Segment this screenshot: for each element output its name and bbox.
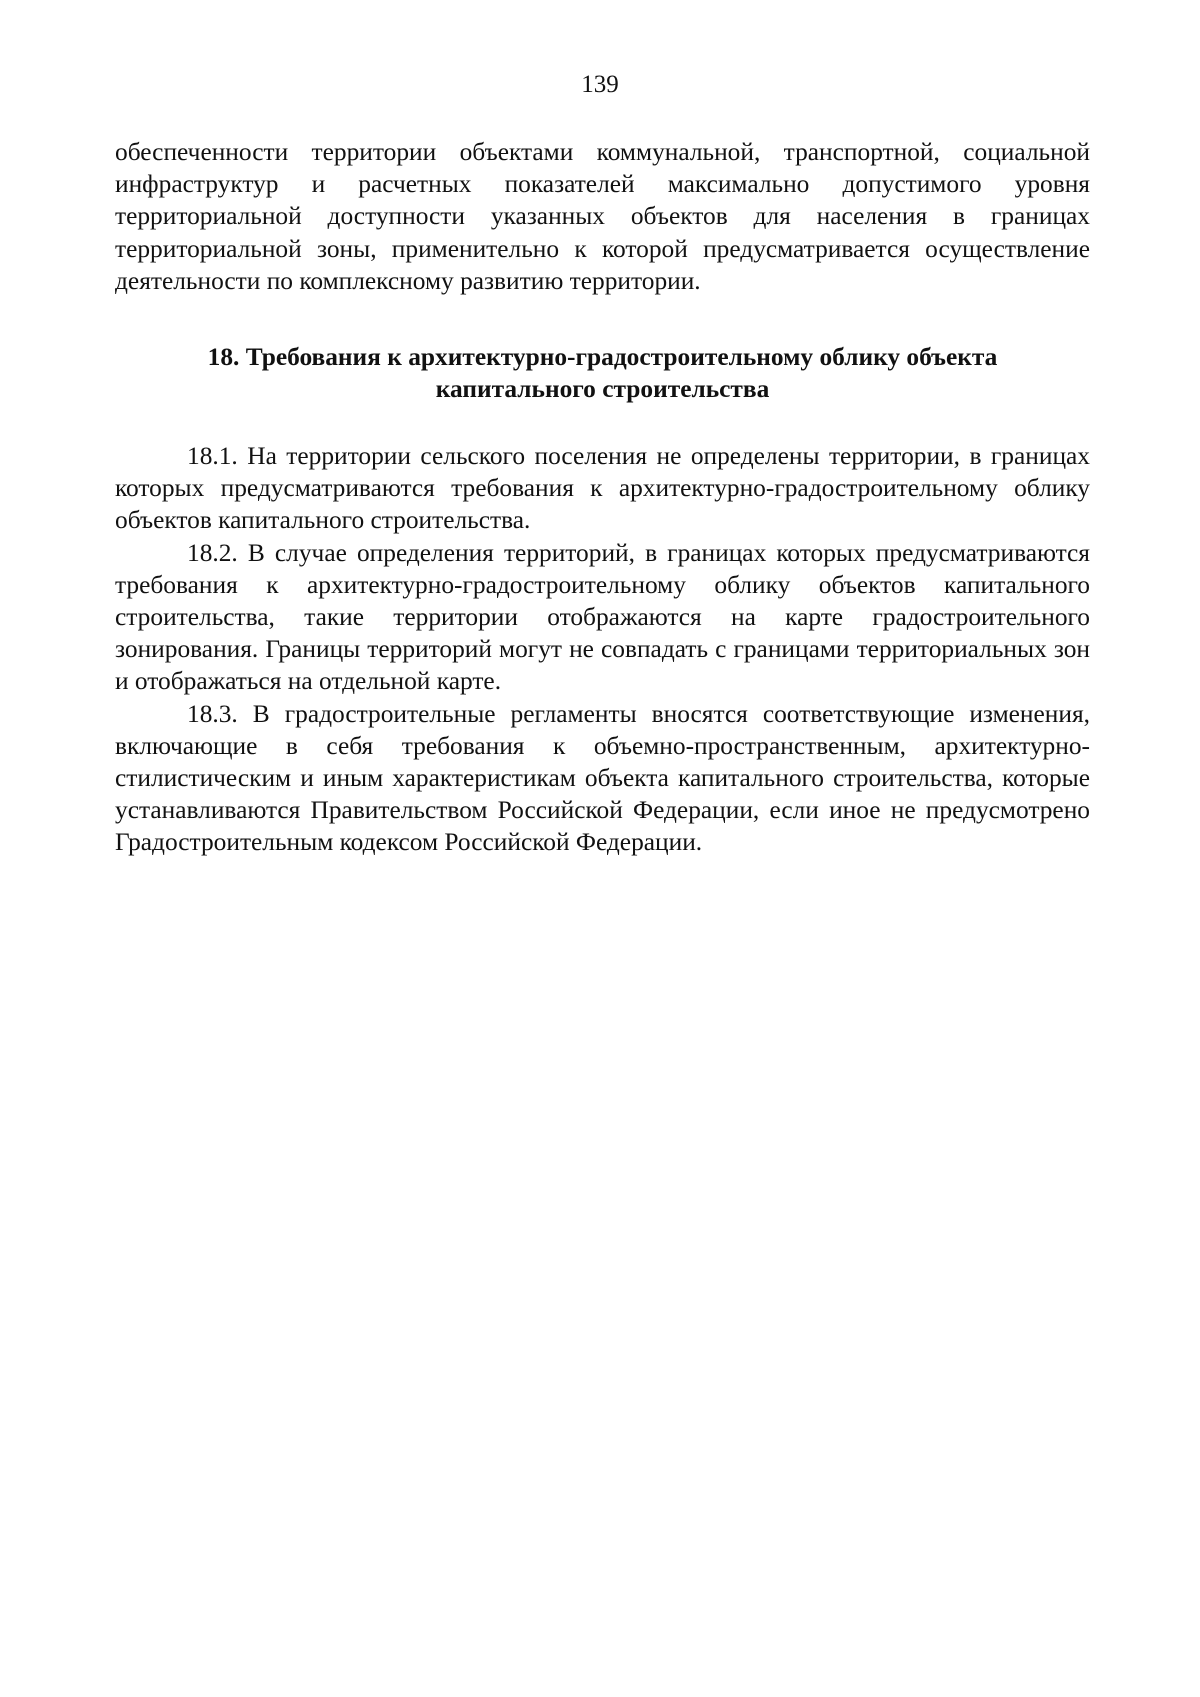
paragraph-18-1: 18.1. На территории сельского поселения не определены территории, в границах которых предусматриваются требования к архитектурно-градостроительному облику объектов капитального строительства. bbox=[115, 442, 1090, 535]
paragraph-18-2: 18.2. В случае определения территорий, в границах которых предусматриваются требования к архитектурно-градостроительному облику объектов капитального строительства, такие территории отображаются на карте градостроительного зонирования. Границы территорий могут не совпадать с границами территориальных зон и отображаться на отдельной карте. bbox=[115, 538, 1090, 696]
section-heading bbox=[115, 341, 1090, 405]
section-heading-line-2: капитального строительства bbox=[435, 375, 770, 404]
page-number: 139 bbox=[581, 71, 619, 98]
section-heading-line-1: 18. Требования к архитектурно-градостроительному облику объекта bbox=[207, 343, 998, 372]
page-content bbox=[115, 136, 1090, 859]
paragraph-18-3: 18.3. В градостроительные регламенты вносятся соответствующие изменения, включающие в себя требования к объемно-пространственным, архитектурно-стилистическим и иным характеристикам объекта капитального строительства, которые устанавливаются Правительством Российской Федерации, если иное не предусмотрено Градостроительным кодексом Российской Федерации. bbox=[115, 699, 1090, 857]
intro-paragraph: обеспеченности территории объектами коммунальной, транспортной, социальной инфраструктур и расчетных показателей максимально допустимого уровня территориальной доступности указанных объектов для населения в границах территориальной зоны, применительно к которой предусматривается осуществление деятельности по комплексному развитию территории. bbox=[115, 138, 1090, 295]
